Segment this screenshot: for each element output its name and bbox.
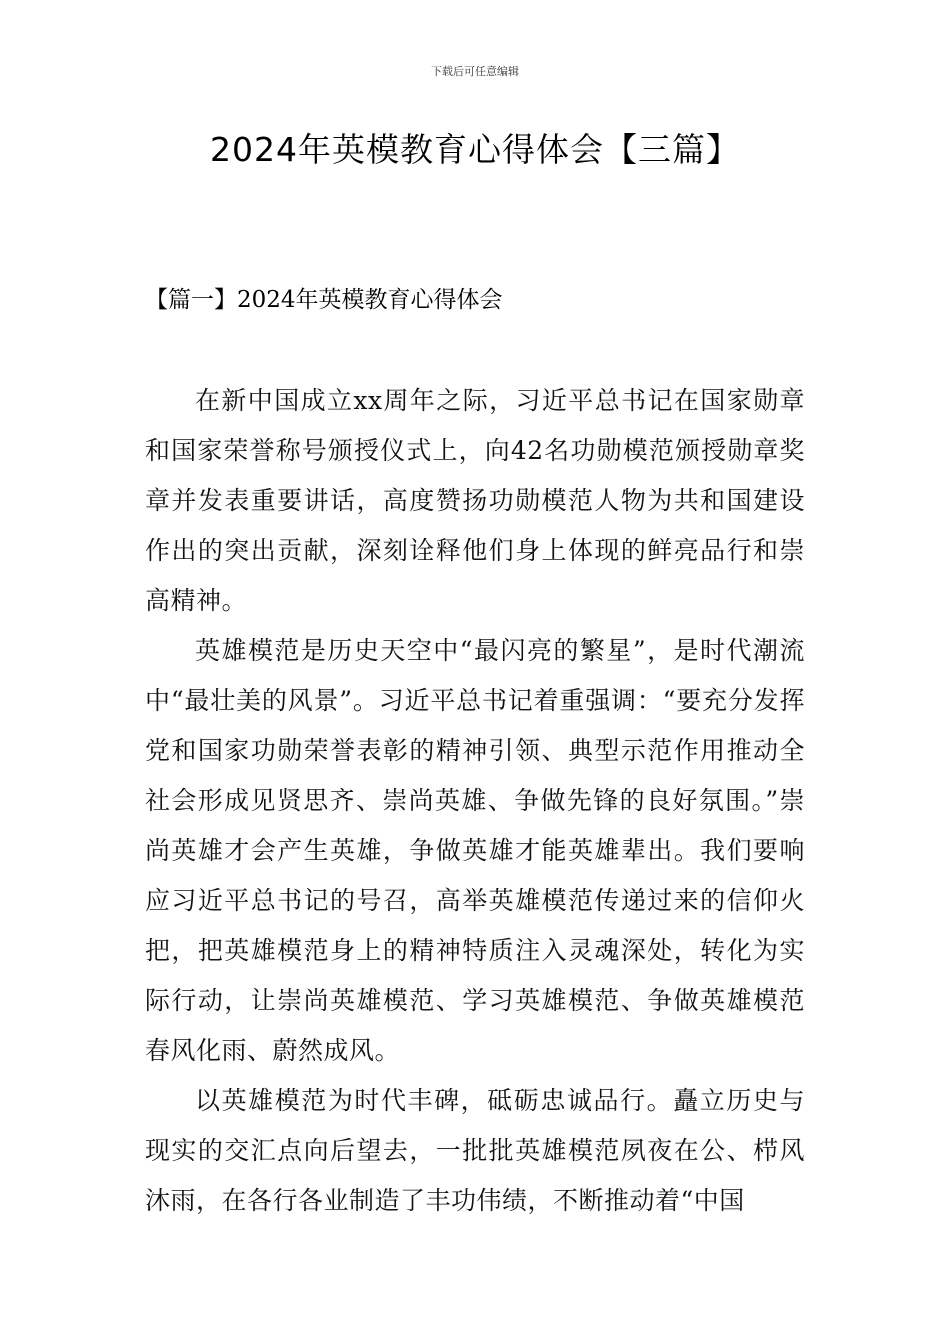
paragraph-2: 英雄模范是历史天空中“最闪亮的繁星”，是时代潮流中“最壮美的风景”。习近平总书记着重强调：“要充分发挥党和国家功勋荣誉表彰的精神引领、典型示范作用推动全社会形成见贤思齐、崇尚英雄、争做先锋的良好氛围。”崇尚英雄才会产生英雄，争做英雄才能英雄辈出。我们要响应习近平总书记的号召，高举英雄模范传递过来的信仰火把，把英雄模范身上的精神特质注入灵魂深处，转化为实际行动，让崇尚英雄模范、学习英雄模范、争做英雄模范春风化雨、蔚然成风。 [145,636,805,1065]
document-body [145,376,805,1226]
header-note: 下载后可任意编辑 [431,65,519,78]
paragraph-3: 以英雄模范为时代丰碑，砥砺忠诚品行。矗立历史与现实的交汇点向后望去，一批批英雄模范夙夜在公、栉风沐雨，在各行各业制造了丰功伟绩，不断推动着“中国 [145,1086,805,1215]
section-heading: 【篇一】2024年英模教育心得体会 [145,287,503,313]
paragraph-1: 在新中国成立xx周年之际，习近平总书记在国家勋章和国家荣誉称号颁授仪式上，向42名功勋模范颁授勋章奖章并发表重要讲话，高度赞扬功勋模范人物为共和国建设作出的突出贡献，深刻诠释他们身上体现的鲜亮品行和崇高精神。 [145,386,805,615]
document-title: 2024年英模教育心得体会【三篇】 [210,130,740,169]
